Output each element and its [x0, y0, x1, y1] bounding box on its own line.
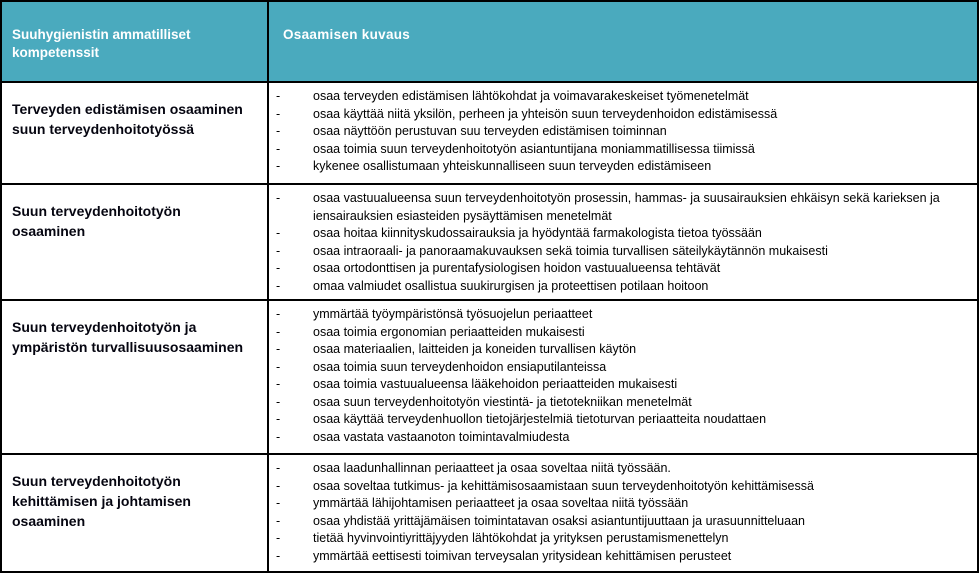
bullet-dash: -	[276, 278, 281, 293]
table-row	[2, 453, 977, 572]
competence-description-cell	[269, 301, 977, 453]
competence-item	[276, 530, 963, 548]
competence-item-text: omaa valmiudet osallistua suukirurgisen ja proteettisen potilaan hoitoon	[313, 278, 709, 293]
competence-item	[276, 460, 963, 478]
competence-item-text: osaa toimia ergonomian periaatteiden mukaisesti	[313, 324, 585, 339]
competence-item	[276, 394, 963, 412]
competence-item-text: osaa ortodonttisen ja purentafysiologisen hoidon vastuualueensa tehtävät	[313, 261, 721, 275]
table-row	[2, 299, 977, 453]
bullet-dash: -	[276, 496, 281, 510]
bullet-dash: -	[276, 429, 281, 444]
competence-item	[276, 324, 963, 342]
competence-description-cell	[269, 185, 977, 299]
competence-item	[276, 243, 963, 261]
bullet-dash: -	[276, 478, 281, 493]
competence-item	[276, 106, 963, 124]
competence-title: Terveyden edistämisen osaaminen suun terveydenhoitotyössä	[2, 83, 269, 183]
competence-description-cell	[269, 455, 977, 572]
competence-item-text: osaa vastuualueensa suun terveydenhoitotyön prosessin, hammas- ja suusairauksien ehkäisyn sekä karieksen ja iensairauksien esiasteiden pysäyttämisen menetelmät	[313, 191, 940, 223]
competence-item	[276, 411, 963, 429]
competence-item-text: osaa toimia vastuualueensa lääkehoidon periaatteiden mukaisesti	[313, 377, 678, 391]
bullet-dash: -	[276, 377, 281, 391]
competence-item-text: osaa käyttää terveydenhuollon tietojärjestelmiä tietoturvan periaatteita noudattaen	[313, 412, 767, 426]
bullet-dash: -	[276, 243, 281, 258]
competence-item-text: osaa hoitaa kiinnityskudossairauksia ja hyödyntää farmakologista tietoa työssään	[313, 226, 762, 240]
competence-title: Suun terveydenhoitotyön kehittämisen ja johtamisen osaaminen	[2, 455, 269, 572]
competence-item	[276, 141, 963, 159]
competence-item	[276, 495, 963, 513]
header-description: Osaamisen kuvaus	[283, 27, 411, 42]
competence-item-text: ymmärtää lähijohtamisen periaatteet ja osaa soveltaa niitä työssään	[313, 496, 689, 510]
bullet-dash: -	[276, 412, 281, 426]
bullet-dash: -	[276, 191, 281, 205]
competence-item	[276, 158, 963, 176]
competence-item-text: osaa yhdistää yrittäjämäisen toimintatavan osaksi asiantuntijuuttaan ja urasuunnitteluaan	[313, 513, 805, 528]
bullet-dash: -	[276, 124, 281, 138]
competence-item	[276, 478, 963, 496]
competence-item	[276, 260, 963, 278]
competence-item	[276, 278, 963, 296]
table-body	[2, 81, 977, 572]
competence-item	[276, 359, 963, 377]
competence-item	[276, 190, 963, 225]
competence-item-text: osaa vastata vastaanoton toimintavalmiudesta	[313, 429, 570, 444]
bullet-dash: -	[276, 359, 281, 374]
bullet-dash: -	[276, 159, 281, 173]
competence-item-text: osaa soveltaa tutkimus- ja kehittämisosaamistaan suun terveydenhoitotyön kehittämisessä	[313, 478, 814, 493]
competence-item-text: ymmärtää eettisesti toimivan terveysalan yritysidean kehittämisen perusteet	[313, 548, 732, 563]
competence-item-list	[276, 306, 963, 446]
competence-item	[276, 376, 963, 394]
competence-item	[276, 429, 963, 447]
competence-item-list	[276, 460, 963, 565]
competence-item	[276, 548, 963, 566]
bullet-dash: -	[276, 324, 281, 339]
competence-item-text: osaa toimia suun terveydenhoidon ensiaputilanteissa	[313, 359, 607, 374]
bullet-dash: -	[276, 307, 281, 321]
bullet-dash: -	[276, 261, 281, 275]
header-competences: Suuhygienistin ammatilliset kompetenssit	[2, 2, 269, 81]
table-header-row	[2, 2, 977, 81]
competence-item	[276, 225, 963, 243]
competence-item-text: kykenee osallistumaan yhteiskunnalliseen suun terveyden edistämiseen	[313, 159, 712, 173]
competence-item-text: osaa materiaalien, laitteiden ja koneiden turvallisen käytön	[313, 342, 637, 356]
bullet-dash: -	[276, 141, 281, 156]
table-row	[2, 81, 977, 183]
competence-item-text: osaa käyttää niitä yksilön, perheen ja yhteisön suun terveydenhoidon edistämisessä	[313, 106, 778, 121]
competence-description-cell	[269, 83, 977, 183]
bullet-dash: -	[276, 548, 281, 563]
bullet-dash: -	[276, 461, 281, 475]
competence-item-text: osaa näyttöön perustuvan suu terveyden edistämisen toiminnan	[313, 124, 667, 138]
competence-item-text: osaa toimia suun terveydenhoitotyön asiantuntijana moniammatillisessa tiimissä	[313, 141, 755, 156]
competence-item	[276, 306, 963, 324]
competence-item-list	[276, 88, 963, 176]
competence-item-list	[276, 190, 963, 295]
bullet-dash: -	[276, 342, 281, 356]
competence-item	[276, 123, 963, 141]
competence-item-text: osaa suun terveydenhoitotyön viestintä- ja tietotekniikan menetelmät	[313, 394, 692, 409]
competence-item-text: ymmärtää työympäristönsä työsuojelun periaatteet	[313, 307, 593, 321]
bullet-dash: -	[276, 226, 281, 240]
competence-item-text: osaa intraoraali- ja panoraamakuvauksen sekä toimia turvallisen säteilykäytännön mukaisesti	[313, 243, 828, 258]
bullet-dash: -	[276, 394, 281, 409]
bullet-dash: -	[276, 106, 281, 121]
competence-title: Suun terveydenhoitotyön osaaminen	[2, 185, 269, 299]
bullet-dash: -	[276, 89, 281, 103]
competence-item	[276, 513, 963, 531]
competence-title: Suun terveydenhoitotyön ja ympäristön turvallisuusosaaminen	[2, 301, 269, 453]
competence-item	[276, 88, 963, 106]
table-row	[2, 183, 977, 299]
competence-item	[276, 341, 963, 359]
competence-item-text: osaa terveyden edistämisen lähtökohdat ja voimavarakeskeiset työmenetelmät	[313, 89, 749, 103]
competence-item-text: tietää hyvinvointiyrittäjyyden lähtökohdat ja yrityksen perustamismenettelyn	[313, 531, 729, 545]
bullet-dash: -	[276, 513, 281, 528]
bullet-dash: -	[276, 531, 281, 545]
competence-item-text: osaa laadunhallinnan periaatteet ja osaa soveltaa niitä työssään.	[313, 461, 671, 475]
